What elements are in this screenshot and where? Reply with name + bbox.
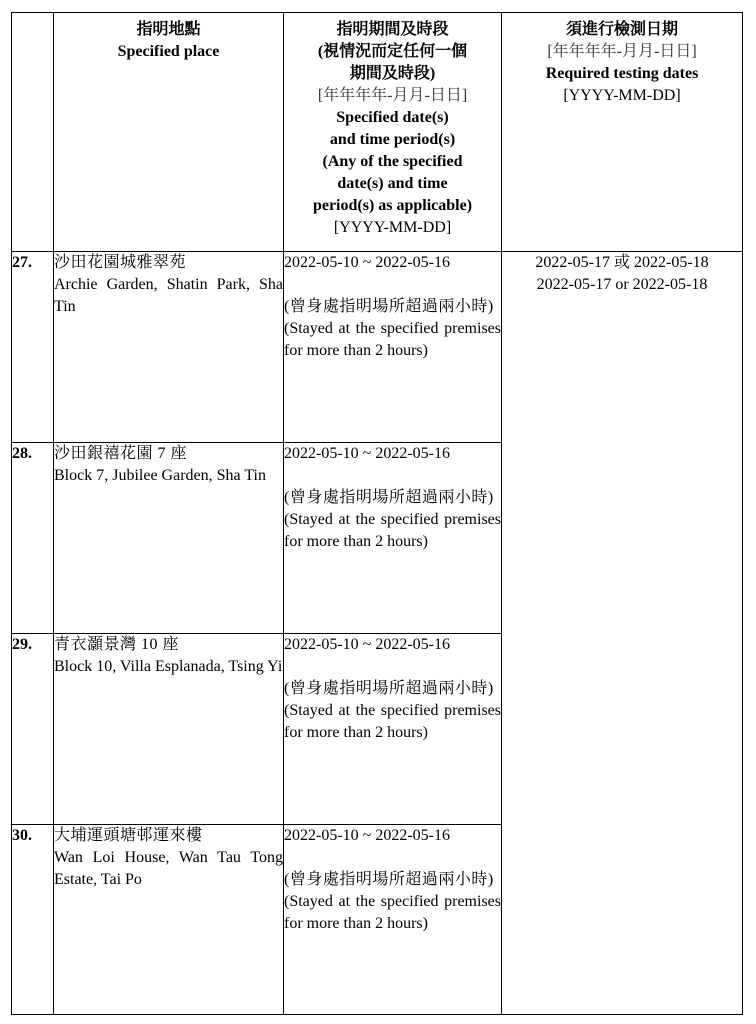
- place-cell: [54, 443, 284, 634]
- stay-note-en: (Stayed at the specified premises for more than 2 hours): [284, 511, 501, 550]
- header-period-zh-3: 期間及時段): [349, 65, 436, 82]
- header-period-zh-format: [年年年年-月月-日日]: [317, 87, 468, 104]
- table-row: [12, 252, 743, 443]
- required-dates-zh: 2022-05-17 或 2022-05-18: [535, 254, 709, 271]
- place-name-zh: 大埔運頭塘邨運來樓: [54, 827, 203, 844]
- header-required-zh: 須進行檢測日期: [565, 21, 678, 38]
- place-name-en: Block 7, Jubilee Garden, Sha Tin: [54, 467, 266, 484]
- header-period-zh-1: 指明期間及時段: [336, 21, 449, 38]
- header-period-en-2: and time period(s): [329, 131, 456, 148]
- header-required-en-format: [YYYY-MM-DD]: [563, 87, 681, 104]
- place-name-zh: 青衣灝景灣 10 座: [54, 636, 180, 653]
- date-range: 2022-05-10 ~ 2022-05-16: [284, 827, 450, 844]
- header-period-cell: [284, 13, 502, 252]
- date-range: 2022-05-10 ~ 2022-05-16: [284, 445, 450, 462]
- stay-note-zh: (曾身處指明場所超過兩小時): [284, 871, 494, 888]
- stay-note-en: (Stayed at the specified premises for more than 2 hours): [284, 702, 501, 741]
- header-required-zh-format: [年年年年-月月-日日]: [547, 43, 697, 60]
- required-testing-dates-cell: [502, 252, 743, 1015]
- period-cell: [284, 634, 502, 825]
- header-period-en-4: date(s) and time: [337, 175, 448, 192]
- header-period-en-1: Specified date(s): [336, 109, 449, 126]
- date-range: 2022-05-10 ~ 2022-05-16: [284, 636, 450, 653]
- place-cell: [54, 825, 284, 1015]
- row-number: 27.: [12, 252, 54, 443]
- place-name-zh: 沙田花園城雅翠苑: [54, 254, 187, 271]
- required-dates-en: 2022-05-17 or 2022-05-18: [536, 276, 708, 293]
- header-required-cell: [502, 13, 743, 252]
- header-period-en-3: (Any of the specified: [322, 153, 463, 170]
- stay-note-zh: (曾身處指明場所超過兩小時): [284, 680, 494, 697]
- table-header-row: [12, 13, 743, 252]
- period-cell: [284, 825, 502, 1015]
- place-name-en: Block 10, Villa Esplanada, Tsing Yi: [54, 658, 283, 675]
- stay-note-zh: (曾身處指明場所超過兩小時): [284, 489, 494, 506]
- header-period-en-format: [YYYY-MM-DD]: [333, 219, 452, 236]
- header-period-en-5: period(s) as applicable): [312, 197, 473, 214]
- place-name-zh: 沙田銀禧花園 7 座: [54, 445, 188, 462]
- place-cell: [54, 634, 284, 825]
- period-cell: [284, 443, 502, 634]
- header-place-en: Specified place: [117, 43, 220, 60]
- header-place-zh: 指明地點: [136, 21, 201, 38]
- stay-note-zh: (曾身處指明場所超過兩小時): [284, 298, 494, 315]
- place-cell: [54, 252, 284, 443]
- stay-note-en: (Stayed at the specified premises for more than 2 hours): [284, 320, 501, 359]
- stay-note-en: (Stayed at the specified premises for more than 2 hours): [284, 893, 501, 932]
- row-number: 30.: [12, 825, 54, 1015]
- row-number: 29.: [12, 634, 54, 825]
- row-number: 28.: [12, 443, 54, 634]
- specified-places-table: [11, 12, 743, 1015]
- period-cell: [284, 252, 502, 443]
- date-range: 2022-05-10 ~ 2022-05-16: [284, 254, 450, 271]
- header-place-cell: [54, 13, 284, 252]
- header-number-cell: [12, 13, 54, 252]
- header-required-en: Required testing dates: [545, 65, 699, 82]
- place-name-en: Archie Garden, Shatin Park, Sha Tin: [54, 276, 283, 315]
- header-period-zh-2: (視情況而定任何一個: [317, 43, 468, 60]
- place-name-en: Wan Loi House, Wan Tau Tong Estate, Tai Po: [54, 849, 283, 888]
